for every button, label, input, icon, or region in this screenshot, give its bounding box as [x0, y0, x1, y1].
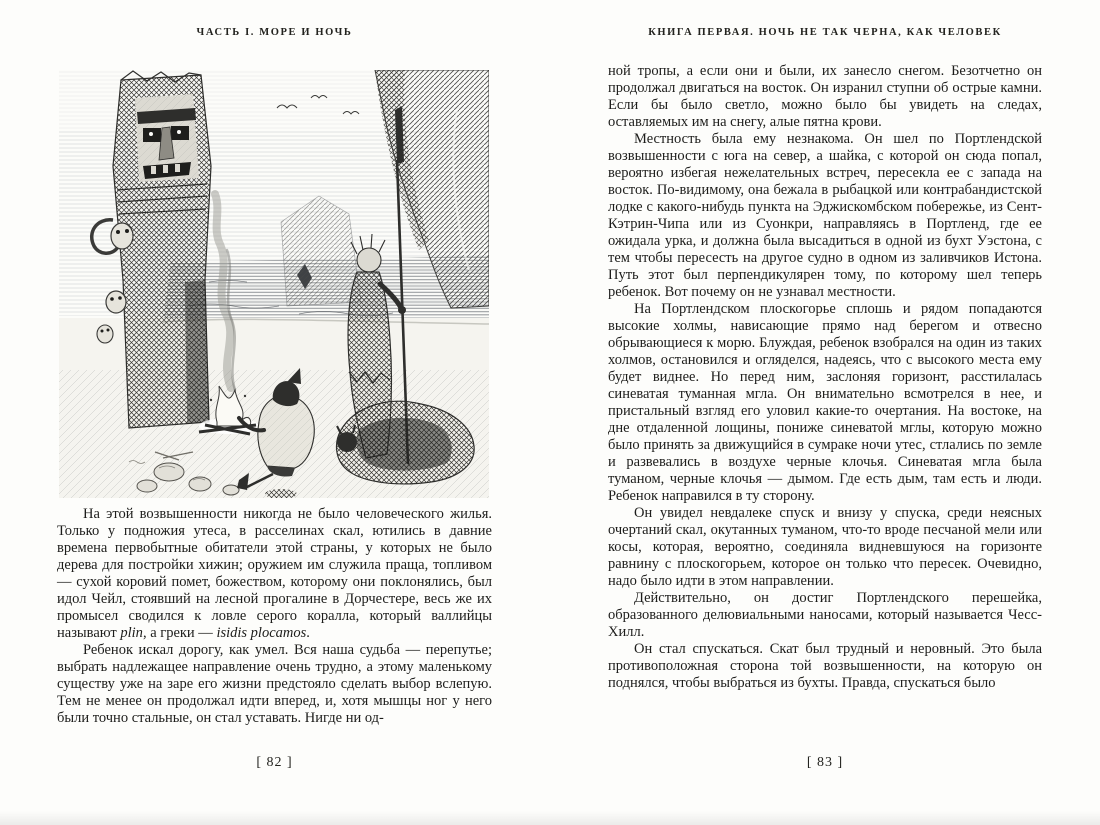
paragraph: Он увидел невдалеке спуск и внизу у спуска, среди неясных очертаний скал, окутанных туманом, что-то вроде песчаной мели или косы, которая, вероятно, соединяла видневшуюся на горизонте равнину с плоскогорьем, которое он только что пересек. Очевидно, надо было идти в этом направлении. — [608, 505, 1042, 589]
left-page-text — [57, 506, 492, 727]
paragraph: Местность была ему незнакома. Он шел по Портлендской возвышенности с юга на север, а шайка, с которой он сюда попал, вероятно избегая нежелательных встреч, пересекла ее с запада на восток. По-видимому, она бежала в рыбацкой или контрабандистской лодке с какого-нибудь пункта на Эджискомбском побережье, из Сент-Кэтрин-Чипа или из Суонкри, направляясь в Портленд, где ее ожидала урка, и должна была высадиться в одной из бухт Уэстона, с тем чтобы пересесть на другое судно в одном из заливчиков Истона. Путь этот был перпендикулярен тому, по которому шел теперь ребенок. Вот почему он не узнавал местности. — [608, 131, 1042, 300]
paragraph: ной тропы, а если они и были, их занесло снегом. Безотчетно он продолжал двигаться на восток. Он изранил ступни об острые камни. Если бы было светло, можно было бы увидеть на следах, оставляемых им на снегу, алые пятна крови. — [608, 63, 1042, 130]
page-number-left: [ 82 ] — [256, 755, 293, 770]
running-head-left: ЧАСТЬ I. МОРЕ И НОЧЬ — [196, 27, 353, 38]
paragraph: Он стал спускаться. Скат был трудный и неровный. Это была противоположная сторона той возвышенности, на которую он поднялся, чтобы выбраться из бухты. Правда, спускаться было — [608, 641, 1042, 691]
paragraph: На Портлендском плоскогорье сплошь и рядом попадаются высокие холмы, нависающие прямо над берегом и отвесно обрывающиеся к морю. Блуждая, ребенок взобрался на один из таких холмов, остановился и огляделся, надеясь, что с высокого места ему будет виднее. Но перед ним, заслоняя горизонт, расстилалась синеватая туманная мгла. Он внимательно всмотрелся в нее, и пристальный взгляд его уловил какие-то очертания. На востоке, на дне отдаленной лощины, пониже синеватой мглы, которую можно было принять за движущийся в сумраке ночи утес, стлались по земле и развевались в воздухе черные клочья. Синеватая мгла была туманом, черные клочья — дымом. Где есть дым, там есть и люди. Ребенок направился в ту сторону. — [608, 301, 1042, 504]
page-right — [608, 0, 1042, 825]
right-page-text — [608, 63, 1042, 692]
engraving-illustration — [59, 70, 489, 498]
paragraph: Действительно, он достиг Портлендского перешейка, образованного делювиальными наносами, который называется Чесс-Хилл. — [608, 590, 1042, 640]
running-head-right: КНИГА ПЕРВАЯ. НОЧЬ НЕ ТАК ЧЕРНА, КАК ЧЕЛОВЕК — [648, 27, 1002, 38]
page-number-right: [ 83 ] — [806, 755, 844, 770]
engraving-boy-idol-shore-image — [59, 70, 489, 498]
paragraph: На этой возвышенности никогда не было человеческого жилья. Только у подножия утеса, в расселинах скал, ютились в давние времена первобытные обитатели этой страны, у которых не было дерева для постройки хижин; оружием им служила праща, топливом — сухой коровий помет, божеством, которому они поклонялись, был идол Чейл, стоявший на лесной прогалине в Дорчестере, весь же их промысел сводился к ловле серого коралла, который валлийцы называют plin, а греки — isidis plocamos. — [57, 506, 492, 641]
paragraph: Ребенок искал дорогу, как умел. Вся наша судьба — перепутье; выбрать надлежащее направление очень трудно, а этому маленькому существу уже на заре его жизни предстояло сделать выбор вслепую. Тем не менее он продолжал идти вперед, и, хотя мышцы ног у него были точно стальные, он стал уставать. Нигде ни од- — [57, 642, 492, 726]
page-left — [57, 0, 492, 825]
